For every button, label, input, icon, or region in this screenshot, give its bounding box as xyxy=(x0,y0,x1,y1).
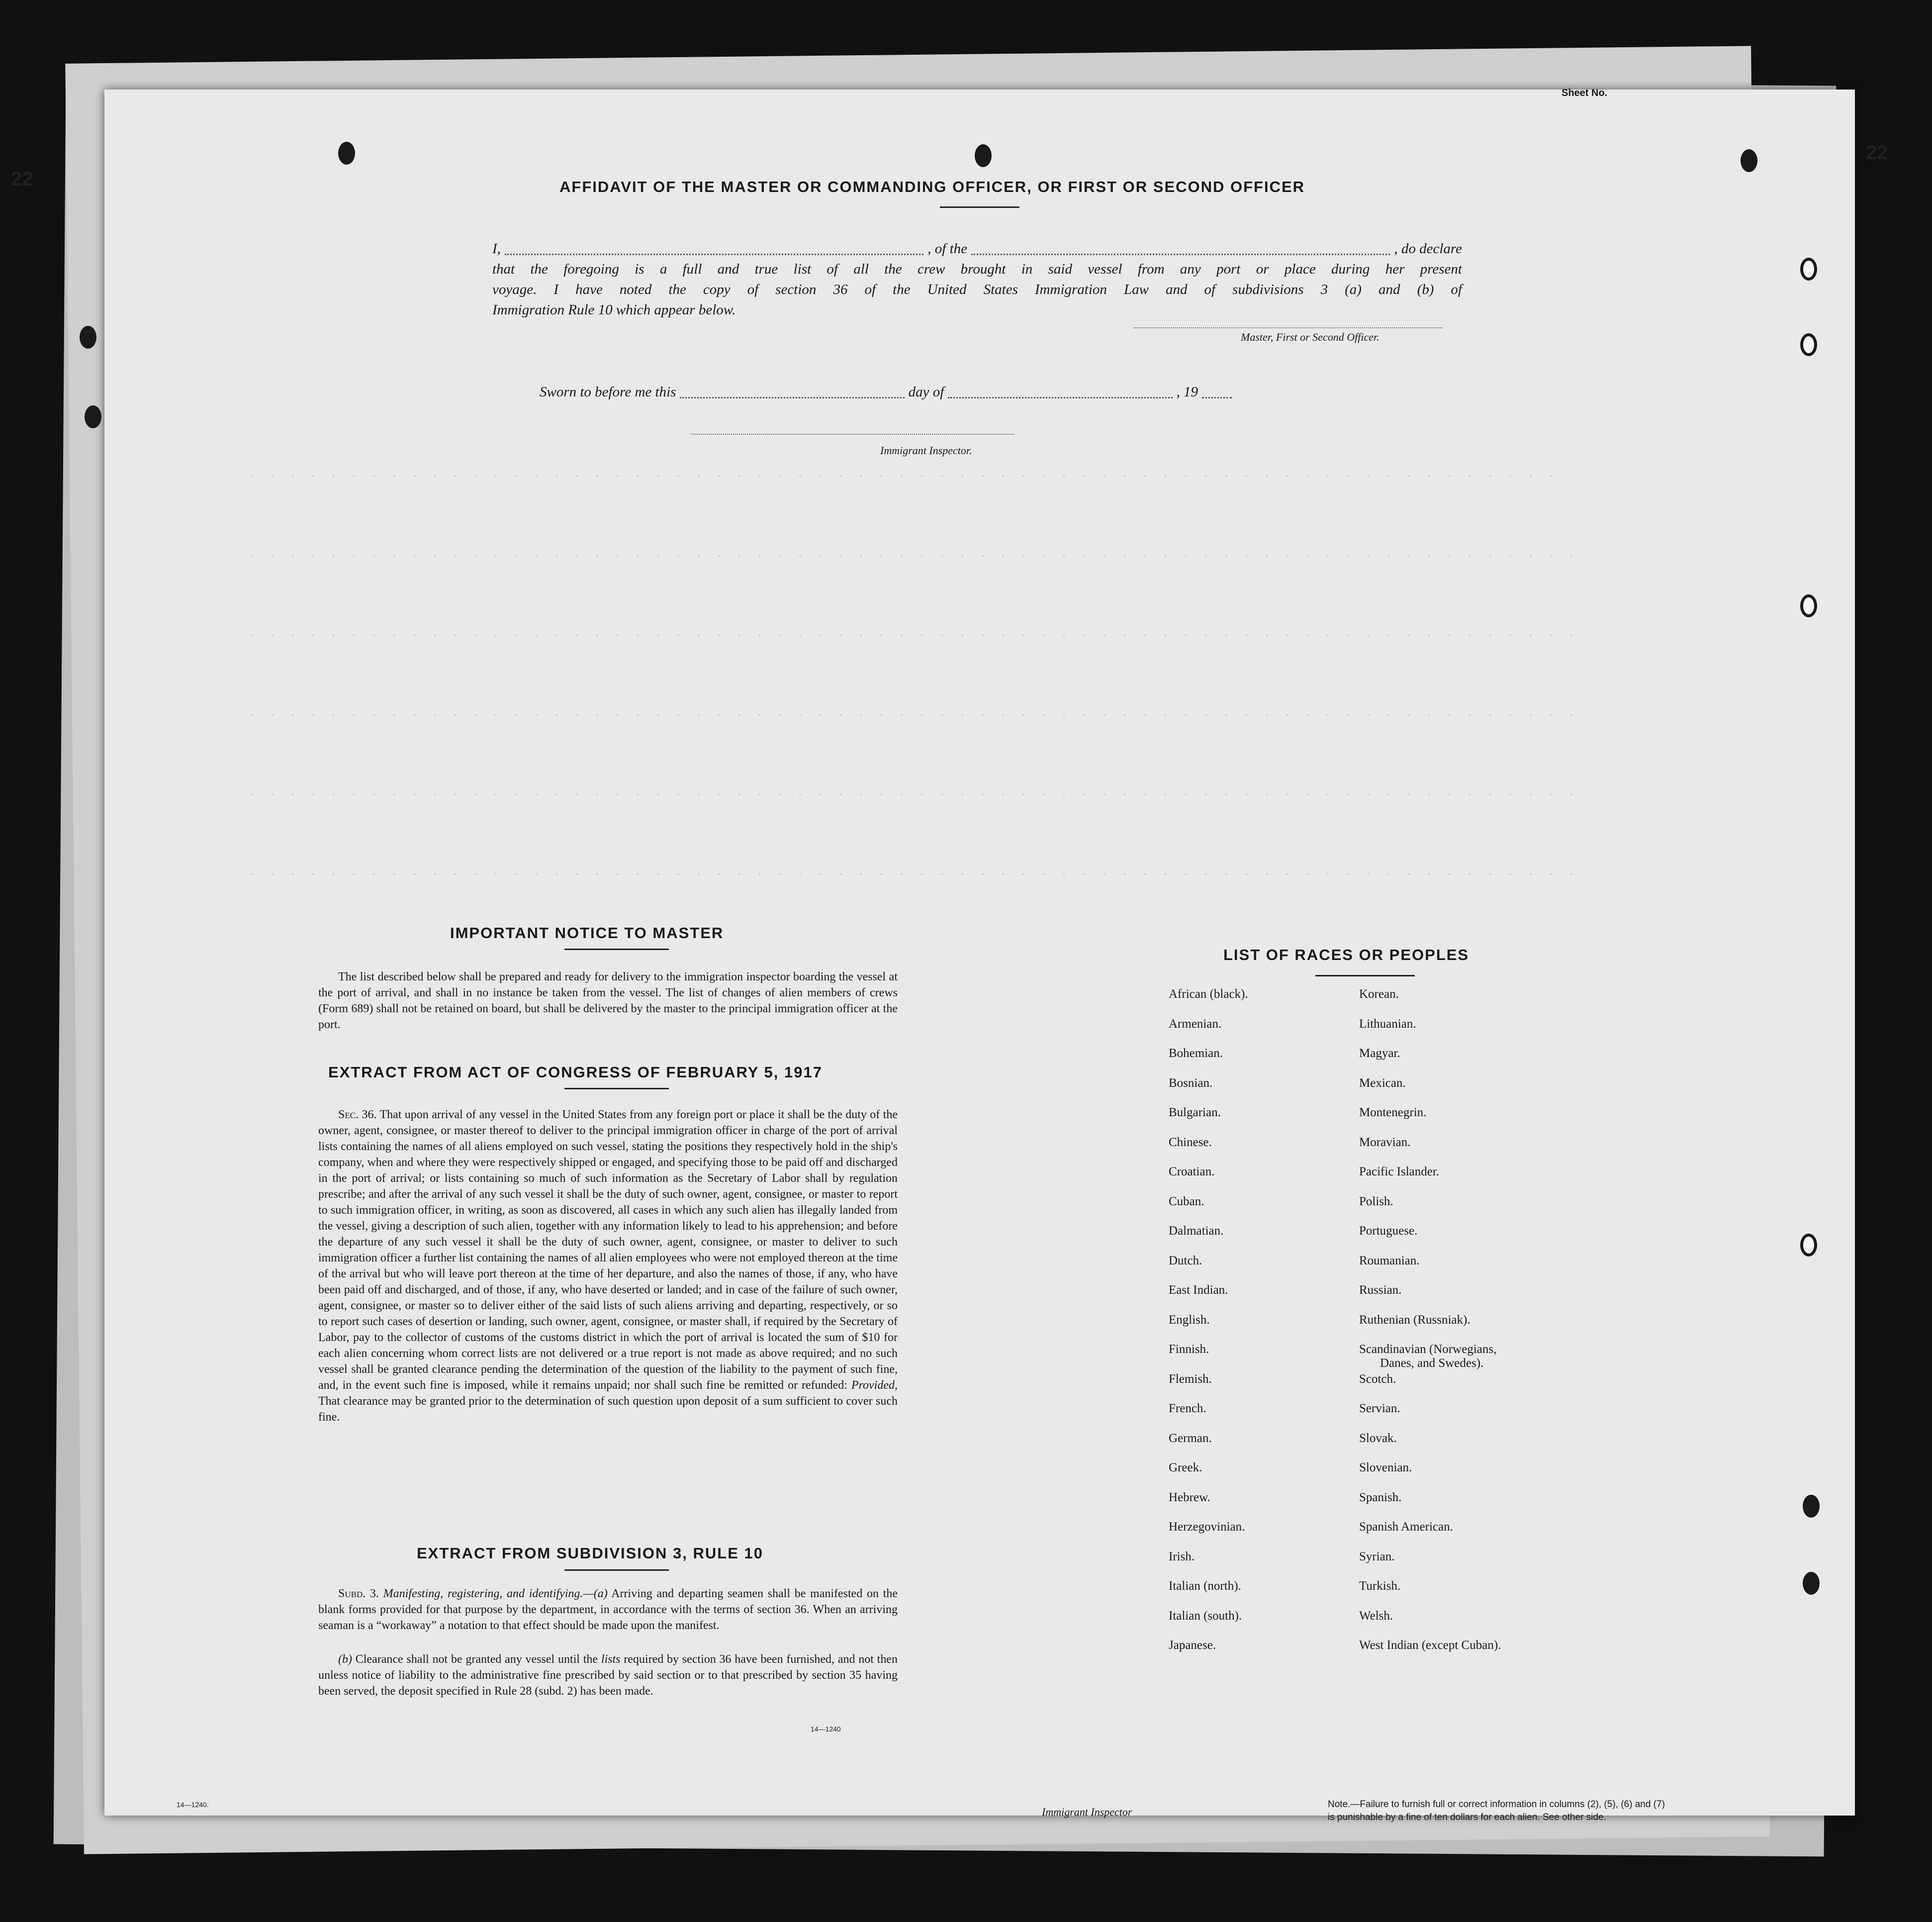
bleedthrough-row: · · · · · · · · · · · · · · · · · · · · · · · · · · · · · · · · · · · · · · · · · · · · · · · · · · · · · · · · · · · · · · · · · xyxy=(249,470,1558,483)
bleedthrough-row: · · · · · · · · · · · · · · · · · · · · · · · · · · · · · · · · · · · · · · · · · · · · · · · · · · · · · · · · · · · · · · · · · · xyxy=(249,868,1578,881)
race-item: German. xyxy=(1169,1431,1212,1445)
race-item: Scotch. xyxy=(1359,1372,1396,1386)
race-item: Cuban. xyxy=(1169,1194,1204,1208)
race-item: Flemish. xyxy=(1169,1372,1212,1386)
race-item: Italian (north). xyxy=(1169,1579,1241,1593)
section-text: That upon arrival of any vessel in the United States from any foreign port or place it shall be the duty of the owner, agent, consignee, or master thereof to deliver to the principal immigration officer in charge of the port of arrival lists containing the names of all aliens employed on such vessel, stating the positions they respectively hold in the ship's company, when and where they were respectively shipped or engaged, and specifying those to be paid off and discharged in the port of arrival; or lists containing so much of such information as the Secretary of Labor shall by regulation prescribe; and after the arrival of any such vessel it shall be the duty of such owner, agent, consignee, or master to report to such immigration officer, in writing, as soon as discovered, all cases in which any such alien has illegally landed from the vessel, giving a description of such alien, together with any information likely to lead to his apprehension; and before the departure of any such vessel it shall be the duty of such owner, agent, consignee, or master to deliver to such immigration officer a further list containing the names of all alien employees who were not employed thereon at the time of the arrival but who will leave port thereon at the time of her departure, and also the names of those, if any, who have been paid off and discharged, and of those, if any, who have deserted or landed; and in case of the failure of such owner, agent, consignee, or master so to deliver either of the said lists of such aliens arriving and departing, respectively, or so to report such cases of desertion or landing, such owner, agent, consignee, or master shall, if required by the Secretary of Labor, pay to the collector of customs of the customs district in which the port of arrival is located the sum of $10 for each alien concerning whom correct lists are not delivered or a true report is not made as above required; and no such vessel shall be granted clearance pending the determination of the question of the liability to the payment of such fine, and, in the event such fine is imposed, while it remains unpaid; nor shall such fine be remitted or refunded: xyxy=(318,1108,898,1392)
punch-hole xyxy=(80,326,96,349)
notice-text: The list described below shall be prepared and ready for delivery to the immigration inspector boarding the vessel at the port of arrival, and shall in no instance be taken from the vessel. The list of changes of alien members of crews (Form 689) shall not be retained on board, but shall be delivered by the master to the principal immigration officer at the port. xyxy=(318,970,898,1031)
vessel-blank[interactable] xyxy=(971,254,1390,255)
title-rule xyxy=(564,1569,669,1571)
bleedthrough-row: · · · · · · · · · · · · · · · · · · · · · · · · · · · · · · · · · · · · · · · · · · · · · · · · · · · · · · · · · · · · · · · · · · xyxy=(249,550,1578,563)
races-title: LIST OF RACES OR PEOPLES xyxy=(1223,946,1470,963)
title-rule xyxy=(564,1088,669,1089)
bleedthrough-row: · · · · · · · · · · · · · · · · · · · · · · · · · · · · · · · · · · · · · · · · · · · · · · · · · · · · · · · · · · · · · · · · · · xyxy=(249,709,1578,722)
title-rule xyxy=(564,949,669,950)
sworn-row xyxy=(540,382,1236,402)
race-item: Ruthenian (Russniak). xyxy=(1359,1313,1471,1327)
race-item: Polish. xyxy=(1359,1194,1393,1208)
clause-b-text: Clearance shall not be granted any vessel until the xyxy=(355,1653,598,1666)
race-item: Portuguese. xyxy=(1359,1224,1418,1238)
sworn-line xyxy=(540,382,1236,402)
race-item: Greek. xyxy=(1169,1461,1202,1474)
clause-b-label: (b) xyxy=(338,1653,352,1666)
form-number-left: 14—1240. xyxy=(177,1801,209,1809)
race-item: West Indian (except Cuban). xyxy=(1359,1638,1501,1652)
clause-a-text: Arriving and departing seamen shall be manifested on the blank forms provided for that purpose by the department, in accordance with the terms of section 36. When an arriving seaman is a “workaway” a notation to that effect should be made upon the manifest. xyxy=(318,1587,898,1632)
year-blank[interactable] xyxy=(1202,397,1232,398)
fine-note xyxy=(1328,1798,1665,1824)
sheet-number-label: Sheet No. xyxy=(1562,88,1608,98)
clause-a-label: —(a) xyxy=(583,1587,608,1600)
race-item-line: Scandinavian (Norwegians, xyxy=(1359,1343,1497,1356)
punch-hole xyxy=(975,144,992,167)
race-item: Magyar. xyxy=(1359,1047,1400,1060)
inspector-label: Immigrant Inspector. xyxy=(880,444,972,457)
punch-hole xyxy=(1800,594,1817,617)
rank-prefix: , of the xyxy=(927,241,968,257)
race-item: Roumanian. xyxy=(1359,1253,1420,1267)
affidavit-line: that the foregoing is a full and true list of all the crew brought in said vessel from any port or place during her present xyxy=(492,261,1462,277)
officer-signature-line[interactable] xyxy=(1134,327,1442,328)
declarant-prefix: I, xyxy=(492,241,501,257)
race-item: Spanish. xyxy=(1359,1490,1402,1504)
race-item xyxy=(1359,1343,1501,1372)
name-blank[interactable] xyxy=(505,254,923,255)
officer-label: Master, First or Second Officer. xyxy=(1241,331,1380,343)
punch-hole xyxy=(85,405,101,428)
subdivision-label: Subd. 3. xyxy=(338,1587,379,1600)
subdivision-heading: Manifesting, registering, and identifying. xyxy=(383,1587,583,1600)
race-item: Hebrew. xyxy=(1169,1490,1210,1504)
clause-b-text-end: required by section 36 have been furnished, and not then unless notice of liability to the administrative fine prescribed by said section or to that prescribed by section 35 having been served, the deposit specified in Rule 28 (subd. 2) has been made. xyxy=(318,1653,898,1698)
side-number-left: 22 xyxy=(11,168,33,190)
race-item: Irish. xyxy=(1169,1549,1195,1563)
race-item: Servian. xyxy=(1359,1402,1400,1415)
title-rule xyxy=(1315,975,1415,976)
race-item: Japanese. xyxy=(1169,1638,1216,1652)
races-column-right xyxy=(1359,987,1501,1668)
race-item: Slovenian. xyxy=(1359,1461,1412,1474)
punch-hole xyxy=(338,142,355,165)
race-item: Croatian. xyxy=(1169,1165,1215,1178)
affidavit-line: Immigration Rule 10 which appear below. xyxy=(492,302,736,318)
section-label: Sec. 36. xyxy=(338,1108,377,1121)
affidavit-text xyxy=(492,239,1462,320)
races-column-left xyxy=(1169,987,1248,1668)
affidavit-line: voyage. I have noted the copy of section 36 of the United States Immigration Law and of subdivisions 3 (a) and (b) of xyxy=(492,282,1462,297)
race-item-line: Danes, and Swedes). xyxy=(1380,1356,1484,1370)
punch-hole xyxy=(1741,149,1757,172)
notice-title: IMPORTANT NOTICE TO MASTER xyxy=(450,924,724,942)
form-sheet xyxy=(104,90,1855,1816)
sworn-day-of: day of xyxy=(908,384,944,400)
race-item: Bosnian. xyxy=(1169,1076,1213,1090)
rule-text-a xyxy=(318,1586,898,1634)
race-item: Slovak. xyxy=(1359,1431,1397,1445)
race-item: French. xyxy=(1169,1402,1206,1415)
note-line: is punishable by a fine of ten dollars for each alien. See other side. xyxy=(1328,1812,1606,1823)
day-blank[interactable] xyxy=(680,397,904,398)
act-title: EXTRACT FROM ACT OF CONGRESS OF FEBRUARY 5, 1917 xyxy=(328,1063,823,1081)
race-item: African (black). xyxy=(1169,987,1248,1001)
section-text-end: That clearance may be granted prior to the determination of such question upon deposit of a sum sufficient to cover such fine. xyxy=(318,1395,898,1424)
side-number-right: 22 xyxy=(1866,142,1888,164)
form-number: 14—1240 xyxy=(811,1725,841,1733)
race-item: Lithuanian. xyxy=(1359,1017,1416,1031)
race-item: Mexican. xyxy=(1359,1076,1406,1090)
race-item: Dutch. xyxy=(1169,1253,1202,1267)
punch-hole xyxy=(1803,1572,1820,1595)
sworn-prefix: Sworn to before me this xyxy=(540,384,676,400)
punch-hole xyxy=(1803,1495,1820,1518)
race-item: Dalmatian. xyxy=(1169,1224,1224,1238)
sworn-year: , 19 xyxy=(1176,384,1198,400)
month-blank[interactable] xyxy=(948,397,1172,398)
provided-label: Provided, xyxy=(851,1379,898,1392)
punch-hole xyxy=(1800,258,1817,281)
race-item: Armenian. xyxy=(1169,1017,1222,1031)
race-item: English. xyxy=(1169,1313,1210,1327)
affidavit-line xyxy=(492,239,1462,259)
race-item: Syrian. xyxy=(1359,1549,1395,1563)
affidavit-title: AFFIDAVIT OF THE MASTER OR COMMANDING OFFICER, OR FIRST OR SECOND OFFICER xyxy=(559,178,1305,195)
title-rule xyxy=(940,206,1019,208)
race-item: Bulgarian. xyxy=(1169,1106,1221,1119)
race-item: Montenegrin. xyxy=(1359,1106,1427,1119)
rule-text-b xyxy=(318,1651,898,1699)
race-item: Herzegovinian. xyxy=(1169,1520,1245,1534)
race-item: Italian (south). xyxy=(1169,1609,1242,1623)
race-item: East Indian. xyxy=(1169,1283,1228,1297)
bleedthrough-row: · · · · · · · · · · · · · · · · · · · · · · · · · · · · · · · · · · · · · · · · · · · · · · · · · · · · · · · · · · · · · · · · · · xyxy=(249,788,1578,801)
race-item: Chinese. xyxy=(1169,1135,1212,1149)
race-item: Russian. xyxy=(1359,1283,1402,1297)
race-item: Korean. xyxy=(1359,987,1399,1001)
clause-b-lists: lists xyxy=(601,1653,621,1666)
declare-suffix: , do declare xyxy=(1394,241,1462,257)
bottom-inspector-label: Immigrant Inspector xyxy=(1042,1806,1132,1818)
punch-hole xyxy=(1800,1234,1817,1256)
note-line: Note.—Failure to furnish full or correct information in columns (2), (5), (6) and (7) xyxy=(1328,1799,1665,1810)
race-item: Moravian. xyxy=(1359,1135,1411,1149)
race-item: Pacific Islander. xyxy=(1359,1165,1440,1178)
race-item: Spanish American. xyxy=(1359,1520,1453,1534)
race-item: Turkish. xyxy=(1359,1579,1401,1593)
bleedthrough-row: · · · · · · · · · · · · · · · · · · · · · · · · · · · · · · · · · · · · · · · · · · · · · · · · · · · · · · · · · · · · · · · · · · xyxy=(249,629,1578,642)
race-item: Finnish. xyxy=(1169,1343,1209,1356)
rule-title: EXTRACT FROM SUBDIVISION 3, RULE 10 xyxy=(417,1544,763,1562)
inspector-signature-line[interactable] xyxy=(691,434,1014,435)
race-item: Welsh. xyxy=(1359,1609,1393,1623)
punch-hole xyxy=(1800,333,1817,356)
act-text xyxy=(318,1107,898,1425)
race-item: Bohemian. xyxy=(1169,1047,1223,1060)
